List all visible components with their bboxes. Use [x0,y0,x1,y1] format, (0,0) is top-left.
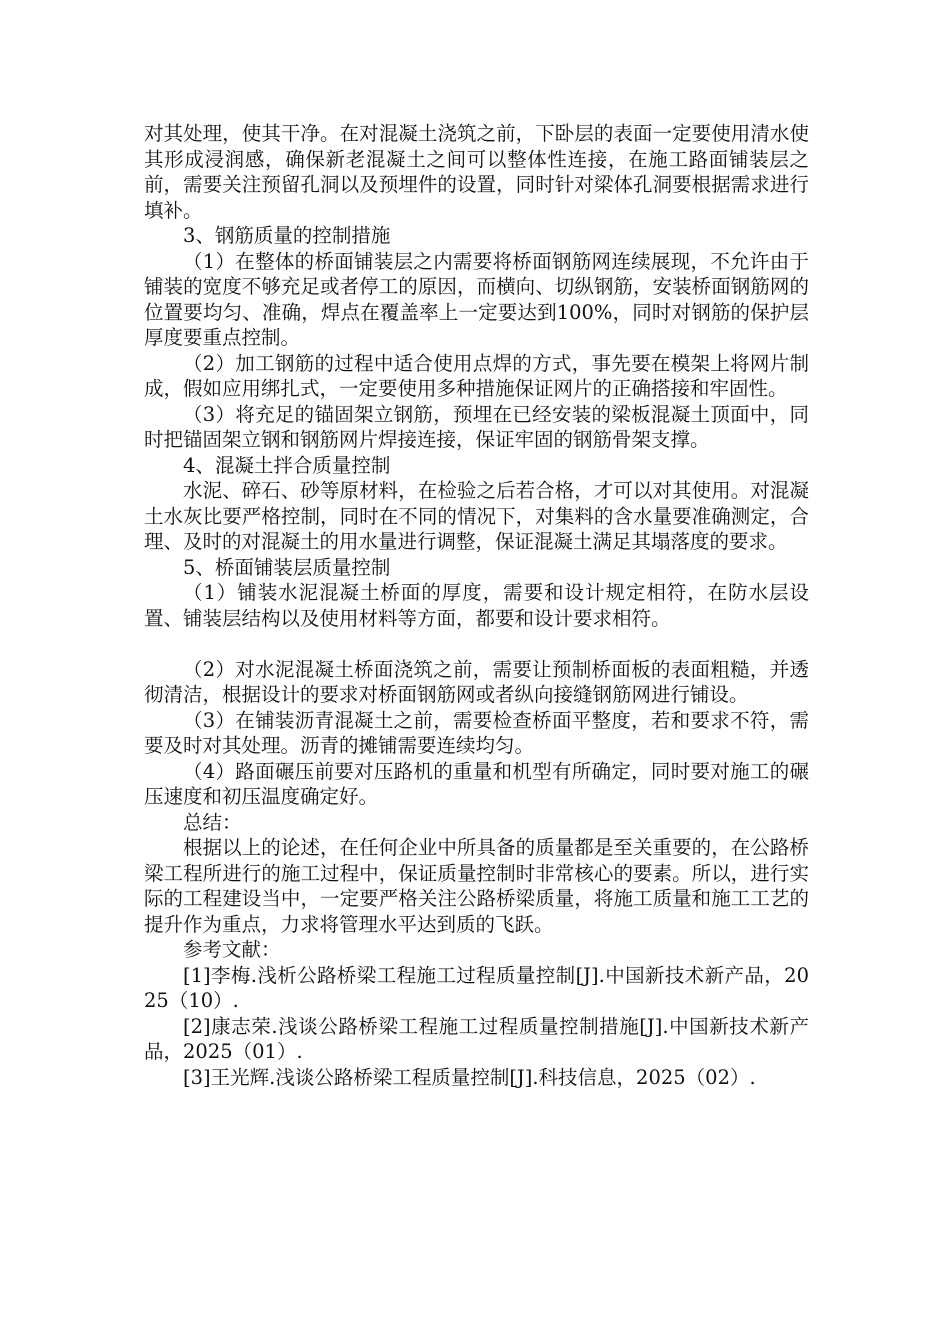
reference-item-2: [2]康志荣.浅谈公路桥梁工程施工过程质量控制措施[J].中国新技术新产品，2025（01）. [144,1014,809,1063]
reference-item-1: [1]李梅.浅析公路桥梁工程施工过程质量控制[J].中国新技术新产品，2025（10）. [144,963,809,1012]
reference-item-3: [3]王光辉.浅谈公路桥梁工程质量控制[J].科技信息，2025（02）. [183,1065,756,1089]
paragraph-rebar-3: （3）将充足的锚固架立钢筋，预埋在已经安装的梁板混凝土顶面中，同时把锚固架立钢和钢筋网片焊接连接，保证牢固的钢筋骨架支撑。 [144,402,809,451]
blank-line [144,631,809,657]
document-body [144,121,809,1090]
paragraph-deck-4: （4）路面碾压前要对压路机的重量和机型有所确定，同时要对施工的碾压速度和初压温度确定好。 [144,759,809,808]
paragraph-summary: 根据以上的论述，在任何企业中所具备的质量都是至关重要的，在公路桥梁工程所进行的施工过程中，保证质量控制时非常核心的要素。所以，进行实际的工程建设当中，一定要严格关注公路桥梁质量，将施工质量和施工工艺的提升作为重点，力求将管理水平达到质的飞跃。 [144,836,809,936]
paragraph-continuation: 对其处理，使其干净。在对混凝土浇筑之前，下卧层的表面一定要使用清水使其形成浸润感，确保新老混凝土之间可以整体性连接，在施工路面铺装层之前，需要关注预留孔洞以及预埋件的设置，同时针对梁体孔洞要根据需求进行填补。 [144,122,809,222]
references-heading: 参考文献： [183,938,281,961]
section-heading-5: 5、桥面铺装层质量控制 [183,555,391,579]
paragraph-concrete-mix: 水泥、碎石、砂等原材料，在检验之后若合格，才可以对其使用。对混凝土水灰比要严格控制，同时在不同的情况下，对集料的含水量要准确测定，合理、及时的对混凝土的用水量进行调整，保证混凝土满足其塌落度的要求。 [144,479,809,553]
paragraph-deck-2: （2）对水泥混凝土桥面浇筑之前，需要让预制桥面板的表面粗糙，并透彻清洁，根据设计的要求对桥面钢筋网或者纵向接缝钢筋网进行铺设。 [144,657,809,706]
paragraph-deck-1: （1）铺装水泥混凝土桥面的厚度，需要和设计规定相符，在防水层设置、铺装层结构以及使用材料等方面，都要和设计要求相符。 [144,581,809,630]
paragraph-deck-3: （3）在铺装沥青混凝土之前，需要检查桥面平整度，若和要求不符，需要及时对其处理。沥青的摊铺需要连续均匀。 [144,708,809,757]
paragraph-rebar-2: （2）加工钢筋的过程中适合使用点焊的方式，事先要在模架上将网片制成，假如应用绑扎式，一定要使用多种措施保证网片的正确搭接和牢固性。 [144,351,809,400]
section-heading-4: 4、混凝土拌合质量控制 [183,453,391,477]
paragraph-rebar-1: （1）在整体的桥面铺装层之内需要将桥面钢筋网连续展现，不允许由于铺装的宽度不够充足或者停工的原因，而横向、切纵钢筋，安装桥面钢筋网的位置要均匀、准确，焊点在覆盖率上一定要达到100%，同时对钢筋的保护层厚度要重点控制。 [144,249,809,349]
summary-heading: 总结： [183,810,242,834]
section-heading-3: 3、钢筋质量的控制措施 [183,224,391,247]
